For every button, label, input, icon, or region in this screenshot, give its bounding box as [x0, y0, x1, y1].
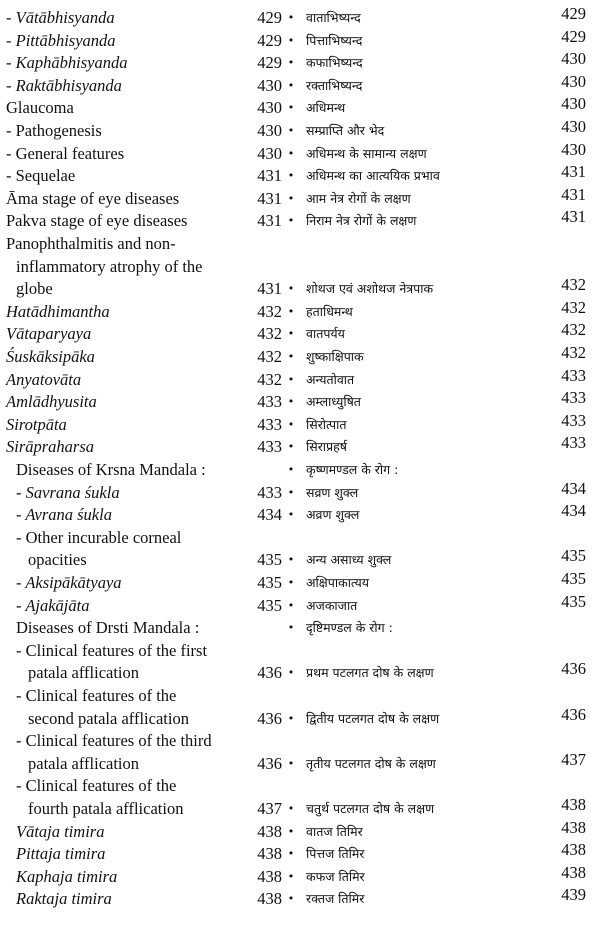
toc-entry [0, 233, 600, 301]
hindi-page-number: 437 [561, 749, 586, 769]
hindi-page-number: 436 [561, 704, 586, 724]
hindi-page-number: 438 [561, 862, 586, 882]
english-title [6, 165, 254, 188]
english-title-line: Raktaja timira [16, 889, 112, 909]
english-page-number: 432 [257, 347, 282, 366]
bullet-icon: • [287, 576, 295, 589]
bullet-icon: • [287, 666, 295, 680]
hindi-page-number: 432 [561, 320, 586, 340]
english-page-number: 431 [257, 188, 282, 208]
bullet-icon: • [287, 191, 295, 205]
english-title-line: Kaphaja timira [16, 866, 118, 886]
hindi-page-number: 436 [561, 659, 586, 679]
toc-entry [0, 591, 600, 618]
english-title [6, 75, 254, 98]
english-title [6, 482, 254, 505]
toc-entry [0, 730, 600, 775]
english-title [6, 730, 254, 775]
toc-entry [0, 71, 600, 98]
english-title-line: Pittaja timira [16, 844, 106, 864]
hindi-page-number: 432 [561, 343, 586, 362]
hindi-page-number: 433 [561, 388, 586, 408]
toc-entry [0, 388, 600, 414]
english-title [6, 572, 254, 595]
hindi-page-number: 433 [561, 365, 586, 385]
english-title-line: - Clinical features of the first [16, 640, 208, 660]
toc-entry [0, 343, 600, 369]
bullet-icon: • [287, 756, 295, 770]
english-title-line: Sirāpraharsa [6, 437, 95, 457]
english-title-line: Amlādhyusita [6, 392, 97, 412]
hindi-page-number: 439 [561, 885, 586, 905]
english-title [6, 866, 254, 889]
english-title-line: Vātaja timira [16, 821, 105, 841]
english-title-line: Pakva stage of eye diseases [6, 211, 188, 231]
bullet-icon: • [287, 598, 295, 612]
english-page-number: 438 [257, 821, 282, 841]
english-title-line: patala afflication [28, 663, 140, 683]
bullet-icon: • [287, 847, 295, 861]
hindi-title: हताधिमन्थ [306, 303, 353, 319]
hindi-page-number: 433 [561, 433, 586, 453]
english-page-number: 431 [257, 279, 282, 299]
toc-entry [0, 94, 600, 120]
bullet-icon: • [287, 621, 295, 635]
english-title [6, 30, 254, 53]
english-title-line: opacities [28, 550, 87, 570]
hindi-title: कृष्णमण्डल के रोग : [306, 462, 399, 477]
bullet-icon: • [287, 553, 295, 567]
toc-entry [0, 297, 600, 324]
english-title-line: Diseases of Drsti Mandala : [16, 618, 200, 638]
bullet-icon: • [287, 304, 295, 318]
toc-entry [0, 207, 600, 233]
bullet-icon: • [287, 78, 295, 92]
english-title [6, 323, 254, 346]
hindi-page-number: 430 [561, 94, 586, 114]
english-page-number: 429 [257, 8, 282, 27]
english-title-line: globe [16, 279, 53, 299]
english-title-line: patala afflication [28, 753, 140, 773]
bullet-icon: • [287, 395, 295, 409]
english-title [6, 97, 254, 120]
hindi-page-number: 432 [561, 297, 586, 317]
hindi-title: अधिमन्थ [306, 100, 346, 116]
hindi-title: सिराप्रहर्ष [306, 439, 348, 455]
english-page-number: 432 [257, 301, 282, 321]
toc-entry [0, 817, 600, 844]
english-page-number: 430 [257, 143, 282, 163]
hindi-page-number: 435 [561, 569, 586, 588]
english-page-number: 435 [257, 550, 282, 570]
english-title [6, 617, 254, 640]
hindi-title: अक्षिपाकात्यय [306, 575, 370, 590]
hindi-page-number: 431 [561, 207, 586, 227]
english-title-line: - Clinical features of the [16, 776, 177, 796]
hindi-title: पित्ताभिष्यन्द [306, 32, 363, 48]
english-page-number: 432 [257, 369, 282, 389]
bullet-icon: • [287, 327, 295, 341]
hindi-page-number: 430 [561, 71, 586, 91]
english-title [6, 143, 254, 166]
english-page-number: 429 [257, 30, 282, 50]
toc-entry [0, 184, 600, 211]
hindi-title: अम्लाध्युषित [306, 394, 361, 410]
toc-entry [0, 775, 600, 820]
hindi-title: अन्य असाध्य शुक्ल [306, 552, 392, 568]
hindi-title: प्रथम पटलगत दोष के लक्षण [306, 665, 434, 681]
english-title-line: Āma stage of eye diseases [6, 188, 180, 208]
english-page-number: 433 [257, 414, 282, 434]
bullet-icon: • [287, 508, 295, 522]
english-title-line: Hatādhimantha [6, 301, 110, 321]
toc-entry [0, 433, 600, 459]
hindi-page-number: 430 [561, 139, 586, 159]
english-title-line: - Vātābhisyanda [6, 8, 115, 27]
hindi-page-number: 438 [561, 840, 586, 860]
english-title-line: Diseases of Krsna Mandala : [16, 460, 206, 479]
english-title-line: - Sequelae [6, 166, 76, 186]
toc-entry [0, 840, 600, 866]
english-title-line: Śuskāksipāka [6, 347, 95, 366]
english-title-line: - General features [6, 143, 125, 163]
bullet-icon: • [287, 124, 295, 137]
english-page-number: 437 [257, 798, 282, 818]
english-title-line: - Savrana śukla [16, 482, 120, 502]
hindi-title: वाताभिष्यन्द [306, 10, 361, 25]
english-page-number: 436 [257, 708, 282, 728]
toc-entry [0, 162, 600, 188]
bullet-icon: • [287, 214, 295, 228]
bullet-icon: • [287, 56, 295, 70]
english-page-number: 430 [257, 75, 282, 95]
hindi-page-number: 434 [561, 501, 586, 521]
english-page-number: 431 [257, 166, 282, 186]
toc-entry [0, 26, 600, 53]
english-title-line: Anyatovāta [6, 369, 82, 389]
english-page-number: 433 [257, 392, 282, 412]
toc-entry [0, 320, 600, 346]
english-title [6, 369, 254, 392]
english-title-line: - Aksipākātyaya [16, 573, 122, 592]
english-page-number: 435 [257, 573, 282, 592]
english-title [6, 775, 254, 820]
english-title [6, 391, 254, 414]
hindi-page-number: 434 [561, 478, 586, 498]
bullet-icon: • [287, 440, 295, 454]
english-title [6, 188, 254, 211]
toc-entry [0, 459, 600, 482]
hindi-title: दृष्टिमण्डल के रोग : [306, 620, 393, 636]
toc-entry [0, 640, 600, 685]
english-title-line: - Kaphābhisyanda [6, 53, 128, 73]
hindi-page-number: 438 [561, 817, 586, 837]
english-page-number: 438 [257, 889, 282, 909]
english-page-number: 431 [257, 211, 282, 231]
toc-entry [0, 478, 600, 505]
english-title [6, 52, 254, 75]
hindi-title: आम नेत्र रोगों के लक्षण [306, 190, 411, 206]
hindi-title: सव्रण शुक्ल [306, 484, 359, 500]
english-page-number: 434 [257, 505, 282, 525]
hindi-page-number: 433 [561, 410, 586, 430]
english-title-line: Vātaparyaya [6, 324, 92, 344]
bullet-icon: • [287, 485, 295, 499]
english-title [6, 414, 254, 437]
english-page-number: 433 [257, 482, 282, 502]
english-title [6, 301, 254, 324]
toc-entry [0, 862, 600, 889]
hindi-page-number: 430 [561, 117, 586, 136]
english-title [6, 504, 254, 527]
english-page-number: 438 [257, 844, 282, 864]
english-title-line: - Ajakājāta [16, 595, 90, 615]
hindi-page-number: 431 [561, 184, 586, 204]
english-title-line: - Pittābhisyanda [6, 30, 116, 50]
hindi-page-number: 429 [561, 4, 586, 23]
toc-entry [0, 569, 600, 595]
hindi-title: सिरोत्पात [306, 416, 347, 432]
hindi-title: शोथज एवं अशोथज नेत्रपाक [306, 281, 434, 297]
english-page-number: 436 [257, 663, 282, 683]
bullet-icon: • [287, 169, 295, 183]
english-title-line: inflammatory atrophy of the [16, 256, 203, 276]
english-title-line: - Avrana śukla [16, 505, 112, 525]
bullet-icon: • [287, 350, 295, 363]
hindi-page-number: 435 [561, 546, 586, 566]
toc-entry [0, 885, 600, 911]
english-title [6, 821, 254, 844]
bullet-icon: • [287, 417, 295, 431]
english-page-number: 430 [257, 98, 282, 118]
bullet-icon: • [287, 892, 295, 906]
hindi-title: अधिमन्थ का आत्ययिक प्रभाव [306, 168, 440, 184]
english-title-line: - Raktābhisyanda [6, 75, 122, 95]
english-title-line: Panophthalmitis and non- [6, 234, 176, 253]
english-title [6, 346, 254, 369]
english-title [6, 7, 254, 30]
hindi-title: वातज तिमिर [306, 823, 363, 839]
bullet-icon: • [287, 801, 295, 815]
english-title-line: Sirotpāta [6, 414, 67, 434]
english-page-number: 429 [257, 53, 282, 73]
hindi-title: कफाभिष्यन्द [306, 55, 363, 71]
toc-entry [0, 617, 600, 640]
english-title-line: - Clinical features of the third [16, 731, 212, 751]
hindi-title: निराम नेत्र रोगों के लक्षण [306, 213, 417, 229]
english-title [6, 888, 254, 911]
hindi-title: अव्रण शुक्ल [306, 507, 360, 523]
english-page-number: 435 [257, 595, 282, 615]
bullet-icon: • [287, 463, 295, 476]
english-title [6, 233, 254, 301]
english-title [6, 527, 254, 572]
toc-entry [0, 365, 600, 392]
hindi-title: तृतीय पटलगत दोष के लक्षण [306, 755, 436, 771]
english-title-line: Glaucoma [6, 98, 74, 118]
hindi-title: अजकाजात [306, 597, 358, 613]
bullet-icon: • [287, 282, 295, 296]
bullet-icon: • [287, 146, 295, 160]
hindi-title: चतुर्थ पटलगत दोष के लक्षण [306, 800, 435, 816]
bullet-icon: • [287, 824, 295, 838]
english-title [6, 210, 254, 233]
toc-entry [0, 410, 600, 437]
english-title-line: - Clinical features of the [16, 686, 177, 705]
english-page-number: 438 [257, 866, 282, 886]
hindi-title: वातपर्यय [306, 326, 345, 342]
english-page-number: 432 [257, 324, 282, 344]
bullet-icon: • [287, 711, 295, 725]
toc-entry [0, 117, 600, 143]
toc-entry [0, 527, 600, 572]
hindi-title: सम्प्राप्ति और भेद [306, 123, 385, 138]
english-title [6, 685, 254, 730]
english-title-line: second patala afflication [28, 708, 189, 728]
toc-entry [0, 685, 600, 730]
english-title [6, 120, 254, 143]
hindi-title: द्वितीय पटलगत दोष के लक्षण [306, 710, 440, 726]
toc-entry [0, 49, 600, 75]
english-title-line: - Pathogenesis [6, 121, 102, 140]
hindi-page-number: 432 [561, 275, 586, 295]
hindi-page-number: 438 [561, 794, 586, 814]
hindi-title: पित्तज तिमिर [306, 846, 365, 862]
hindi-title: रक्तज तिमिर [306, 891, 365, 907]
bullet-icon: • [287, 11, 295, 24]
hindi-page-number: 431 [561, 162, 586, 182]
english-title [6, 436, 254, 459]
bullet-icon: • [287, 372, 295, 386]
hindi-title: कफज तिमिर [306, 868, 365, 884]
toc-entry [0, 4, 600, 30]
english-title-line: - Other incurable corneal [16, 527, 182, 547]
hindi-title: अधिमन्थ के सामान्य लक्षण [306, 145, 427, 161]
english-title [6, 459, 254, 482]
toc-entry [0, 139, 600, 166]
bullet-icon: • [287, 101, 295, 115]
bullet-icon: • [287, 869, 295, 883]
toc-entry [0, 501, 600, 527]
hindi-page-number: 429 [561, 26, 586, 46]
english-title [6, 640, 254, 685]
english-title [6, 843, 254, 866]
english-page-number: 436 [257, 753, 282, 773]
english-page-number: 430 [257, 121, 282, 140]
english-page-number: 433 [257, 437, 282, 457]
hindi-title: अन्यतोवात [306, 371, 355, 387]
hindi-title: रक्ताभिष्यन्द [306, 77, 363, 93]
english-title [6, 595, 254, 618]
hindi-title: शुष्काक्षिपाक [306, 349, 364, 364]
hindi-page-number: 430 [561, 49, 586, 69]
hindi-page-number: 435 [561, 591, 586, 611]
bullet-icon: • [287, 33, 295, 47]
english-title-line: fourth patala afflication [28, 798, 184, 818]
